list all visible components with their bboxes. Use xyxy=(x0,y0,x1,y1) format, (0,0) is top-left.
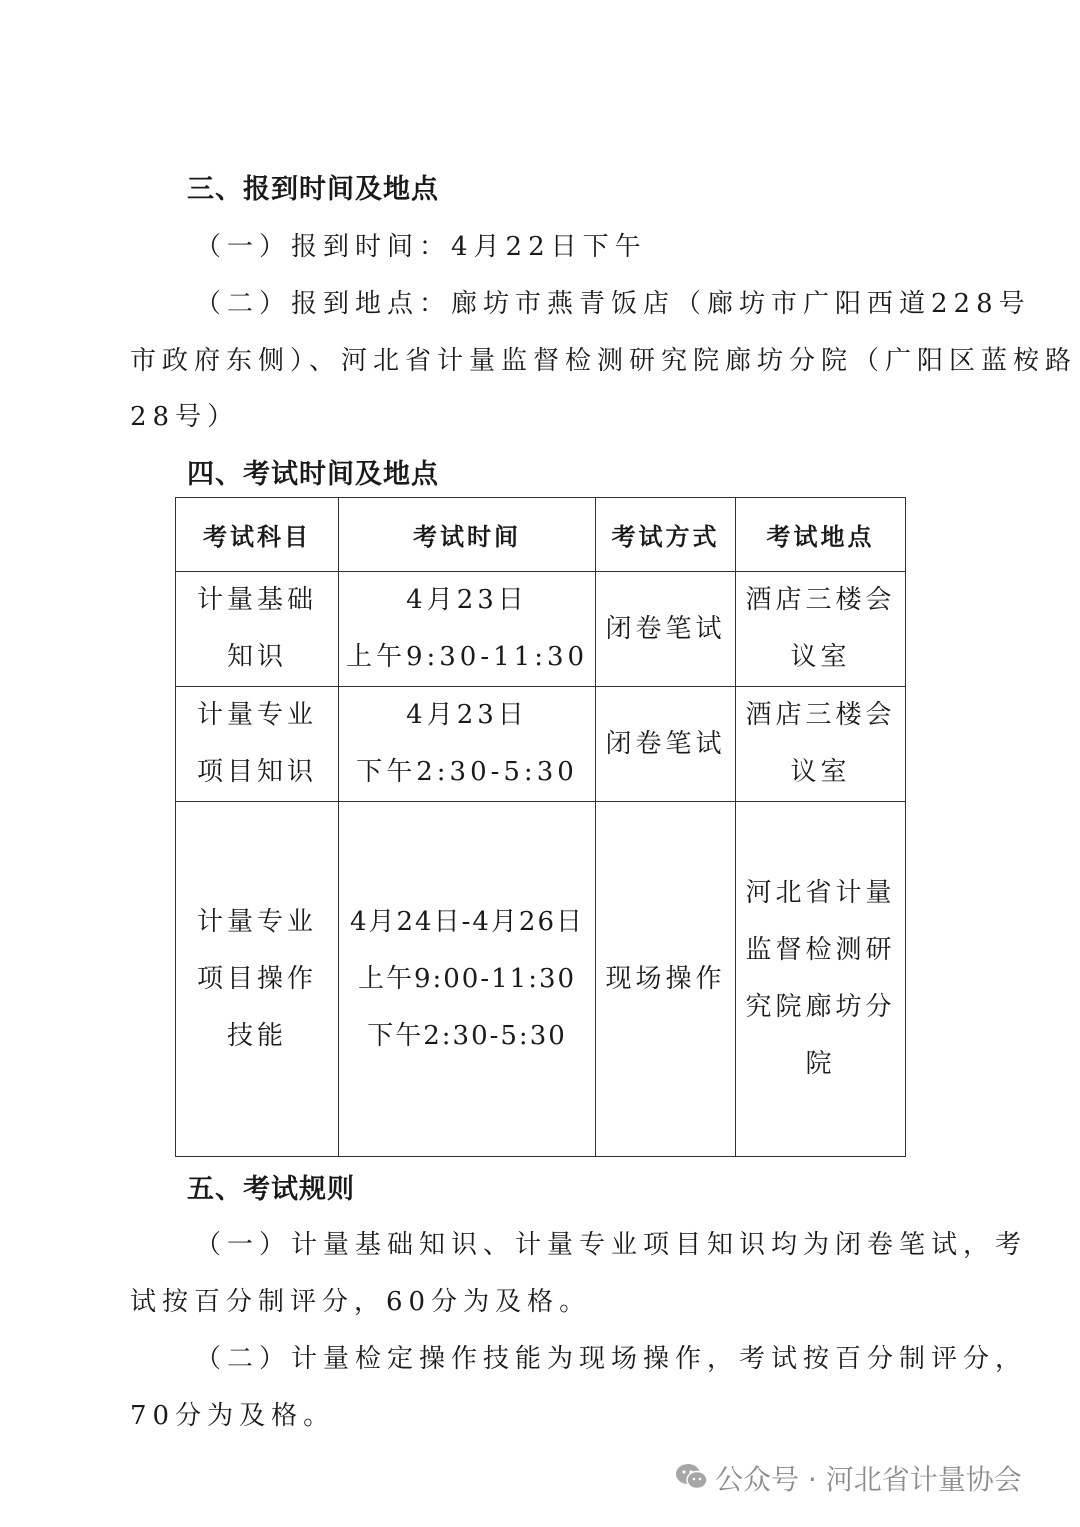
section5-paragraph-2-line-2: 70分为及格。 xyxy=(130,1401,336,1431)
header-subject: 考试科目 xyxy=(176,498,339,572)
cell-time xyxy=(339,687,596,802)
cell-line: 院 xyxy=(805,1049,836,1079)
cell-method: 闭卷笔试 xyxy=(596,687,736,802)
section3-heading: 三、报到时间及地点 xyxy=(187,174,439,205)
cell-method: 闭卷笔试 xyxy=(596,572,736,687)
cell-subject xyxy=(176,572,339,687)
table-header-row xyxy=(176,498,906,572)
section5-paragraph-1-line-2: 试按百分制评分，60分为及格。 xyxy=(130,1287,592,1317)
cell-subject xyxy=(176,802,339,1157)
section3-paragraph-1: （一）报到时间：4月22日下午 xyxy=(195,232,647,262)
cell-line: 下午2:30-5:30 xyxy=(367,1020,567,1051)
wechat-icon xyxy=(675,1462,709,1492)
cell-line: 4月23日 xyxy=(406,585,528,615)
section3-paragraph-2-line-1: （二）报到地点：廊坊市燕青饭店（廊坊市广阳西道228号 xyxy=(195,289,1031,319)
cell-line: 议室 xyxy=(790,757,851,787)
section5-heading: 五、考试规则 xyxy=(187,1174,355,1205)
cell-line: 知识 xyxy=(226,642,287,672)
wechat-watermark xyxy=(675,1458,1022,1498)
cell-place xyxy=(736,687,906,802)
cell-line: 4月23日 xyxy=(406,700,528,730)
cell-line: 计量专业 xyxy=(196,906,317,937)
section3-paragraph-2-line-2: 市政府东侧）、河北省计量监督检测研究院廊坊分院（广阳区蓝桉路 xyxy=(130,346,1078,376)
cell-line: 计量基础 xyxy=(196,585,317,615)
section4-heading: 四、考试时间及地点 xyxy=(187,459,439,490)
cell-method: 现场操作 xyxy=(596,802,736,1157)
cell-line: 技能 xyxy=(226,1020,287,1051)
cell-time xyxy=(339,802,596,1157)
cell-line: 4月24日-4月26日 xyxy=(349,906,585,937)
cell-line: 酒店三楼会 xyxy=(745,700,896,730)
cell-line: 酒店三楼会 xyxy=(745,585,896,615)
cell-subject xyxy=(176,687,339,802)
header-method: 考试方式 xyxy=(596,498,736,572)
cell-time xyxy=(339,572,596,687)
table-row xyxy=(176,687,906,802)
cell-place xyxy=(736,572,906,687)
table-row xyxy=(176,802,906,1157)
cell-line: 究院廊坊分 xyxy=(745,992,896,1022)
section3-paragraph-2-line-3: 28号） xyxy=(130,402,240,432)
section5-paragraph-2-line-1: （二）计量检定操作技能为现场操作，考试按百分制评分， xyxy=(195,1344,1028,1374)
cell-line: 上午9:00-11:30 xyxy=(357,963,577,994)
watermark-text: 公众号 · 河北省计量协会 xyxy=(715,1463,1022,1496)
cell-line: 上午9:30-11:30 xyxy=(345,642,589,672)
cell-line: 下午2:30-5:30 xyxy=(356,757,578,787)
cell-line: 项目知识 xyxy=(196,757,317,787)
cell-line: 计量专业 xyxy=(196,700,317,730)
exam-schedule-table xyxy=(175,497,906,1157)
cell-line: 项目操作 xyxy=(196,963,317,994)
cell-place xyxy=(736,802,906,1157)
section5-paragraph-1-line-1: （一）计量基础知识、计量专业项目知识均为闭卷笔试，考 xyxy=(195,1230,1028,1260)
header-time: 考试时间 xyxy=(339,498,596,572)
table-row xyxy=(176,572,906,687)
cell-line: 河北省计量 xyxy=(745,878,896,908)
cell-line: 议室 xyxy=(790,642,851,672)
cell-line: 监督检测研 xyxy=(745,935,896,965)
header-place: 考试地点 xyxy=(736,498,906,572)
